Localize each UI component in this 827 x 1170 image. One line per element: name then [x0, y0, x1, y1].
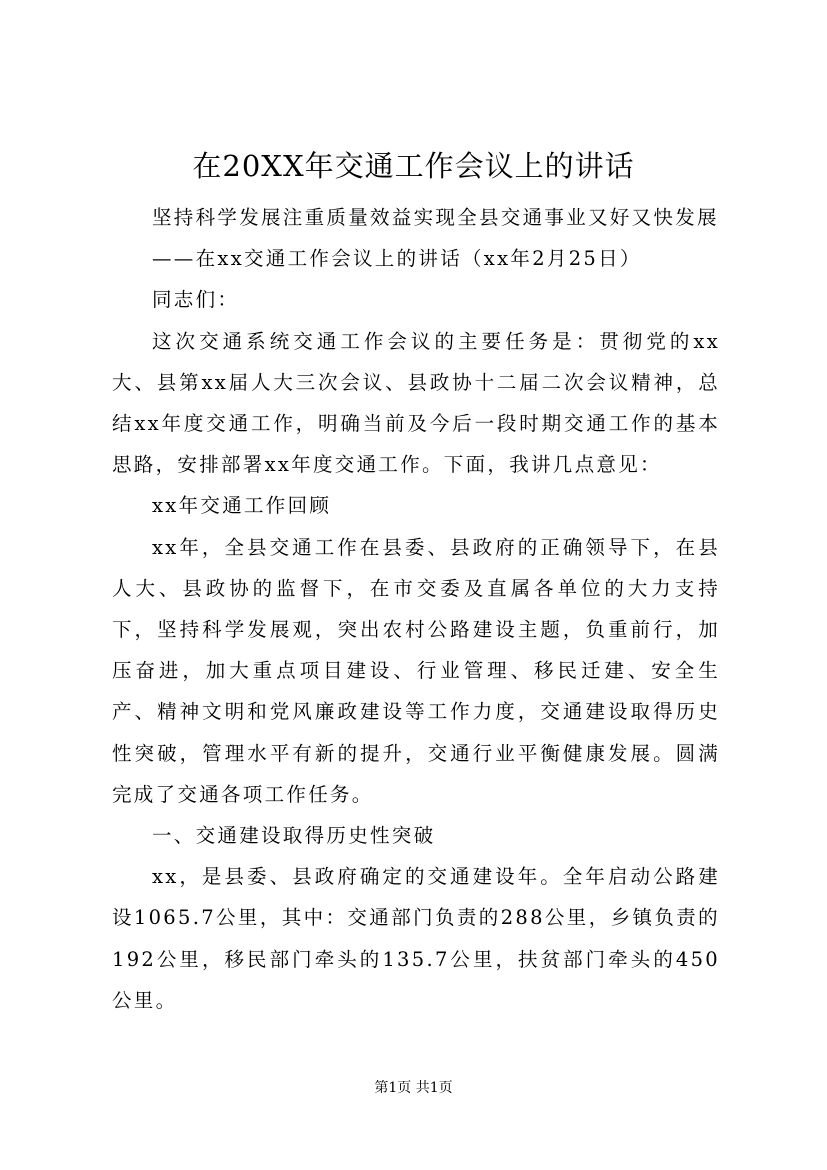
section-heading-one: 一、交通建设取得历史性突破 [152, 824, 436, 848]
intro-paragraph: 这次交通系统交通工作会议的主要任务是：贯彻党的xx大、县第xx届人大三次会议、县政协十二届二次会议精神，总结xx年度交通工作，明确当前及今后一段时期交通工作的基本思路，安排部署xx年度交通工作。下面，我讲几点意见： [112, 329, 720, 477]
section-heading-review: xx年交通工作回顾 [152, 494, 332, 518]
construction-paragraph: xx，是县委、县政府确定的交通建设年。全年启动公路建设1065.7公里，其中：交通部门负责的288公里，乡镇负责的192公里，移民部门牵头的135.7公里，扶贫部门牵头的450公里。 [112, 865, 720, 1012]
document-title: 在20XX年交通工作会议上的讲话 [192, 149, 635, 183]
document-body [112, 197, 720, 1021]
subtitle-paragraph: 坚持科学发展注重质量效益实现全县交通事业又好又快发展 [152, 206, 719, 229]
review-paragraph: xx年，全县交通工作在县委、县政府的正确领导下，在县人大、县政协的监督下，在市交委及直属各单位的大力支持下，坚持科学发展观，突出农村公路建设主题，负重前行，加压奋进，加大重点项目建设、行业管理、移民迁建、安全生产、精神文明和党风廉政建设等工作力度，交通建设取得历史性突破，管理水平有新的提升，交通行业平衡健康发展。圆满完成了交通各项工作任务。 [112, 535, 720, 806]
page-footer: 第1页 共1页 [374, 1080, 453, 1096]
speech-occasion-line: ——在xx交通工作会议上的讲话（xx年2月25日） [152, 247, 642, 271]
salutation: 同志们： [152, 288, 240, 312]
